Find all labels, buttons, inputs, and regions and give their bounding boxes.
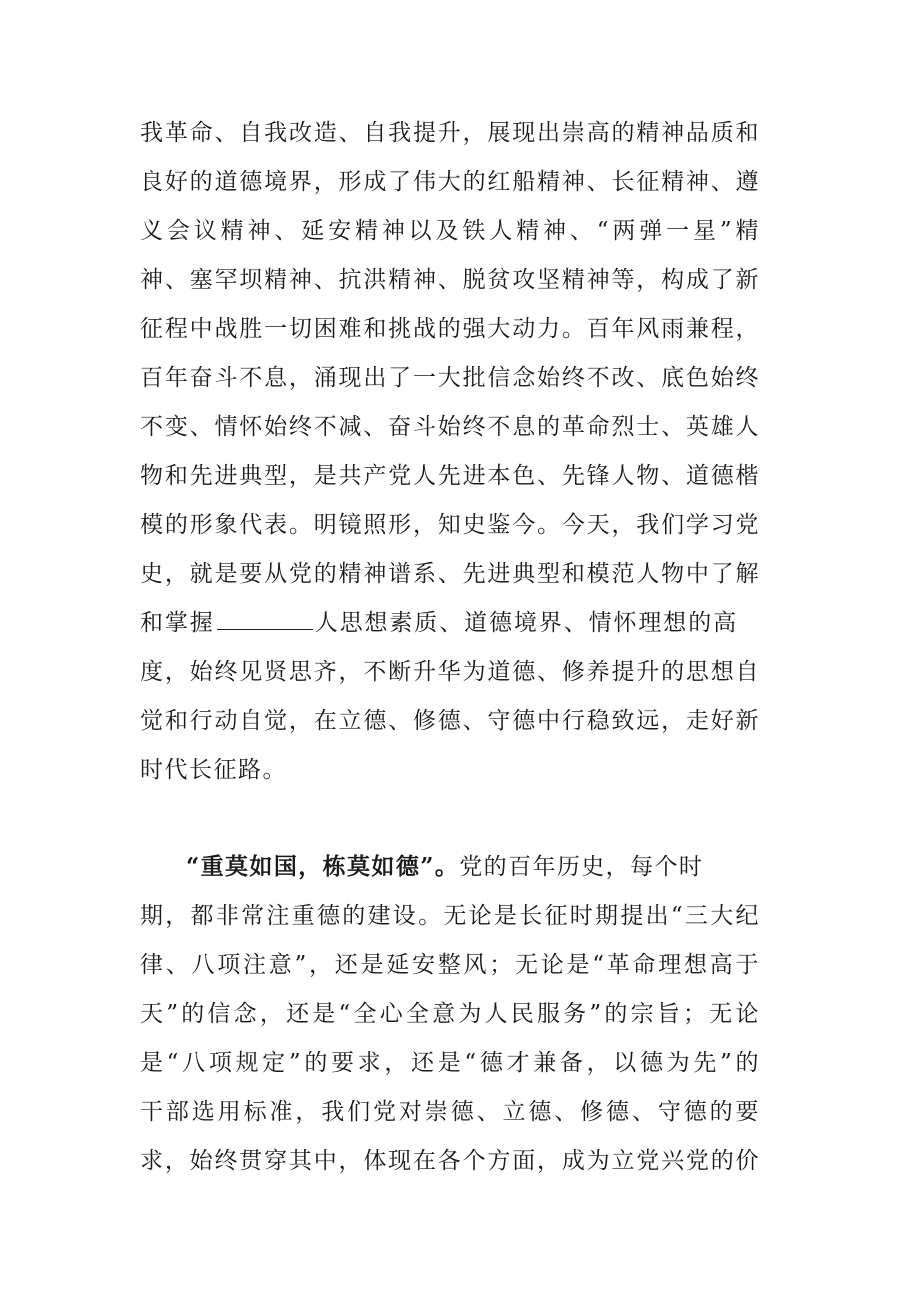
p1-line-11-fill-in-blank <box>140 603 760 643</box>
p1-line-2: 良好的道德境界，形成了伟大的红船精神、长征精神、遵 <box>140 169 760 195</box>
p1-line-10: 史，就是要从党的精神谱系、先进典型和模范人物中了解 <box>140 561 760 587</box>
p1-line-12: 度，始终见贤思齐，不断升华为道德、修养提升的思想自 <box>140 659 760 685</box>
p1-line-4: 神、塞罕坝精神、抗洪精神、脱贫攻坚精神等，构成了新 <box>140 267 760 293</box>
p1-blank-after-text: 人思想素质、道德境界、情怀理想的高 <box>314 610 739 636</box>
p1-line-3: 义会议精神、延安精神以及铁人精神、“两弹一星”精 <box>140 218 760 244</box>
p2-line-2: 期，都非常注重德的建设。无论是长征时期提出“三大纪 <box>140 903 760 929</box>
p1-line-9: 模的形象代表。明镜照形，知史鉴今。今天，我们学习党 <box>140 512 760 538</box>
fill-in-blank-underline <box>217 605 313 630</box>
p2-heading: “重莫如国，栋莫如德”。 <box>186 853 460 880</box>
p2-line-5: 是“八项规定”的要求，还是“德才兼备，以德为先”的 <box>140 1050 760 1076</box>
p1-line-1: 我革命、自我改造、自我提升，展现出崇高的精神品质和 <box>140 120 760 146</box>
p2-line-7: 求，始终贯穿其中，体现在各个方面，成为立党兴党的价 <box>140 1148 760 1174</box>
p2-line-4: 天”的信念，还是“全心全意为人民服务”的宗旨；无论 <box>140 1001 760 1027</box>
p1-line-5: 征程中战胜一切困难和挑战的强大动力。百年风雨兼程， <box>140 316 760 342</box>
p2-line-1-rest: 党的百年历史，每个时 <box>459 854 704 880</box>
p1-line-7: 不变、情怀始终不减、奋斗始终不息的革命烈士、英雄人 <box>140 414 760 440</box>
p2-line-1 <box>186 847 760 887</box>
p1-line-6: 百年奋斗不息，涌现出了一大批信念始终不改、底色始终 <box>140 365 760 391</box>
p1-blank-before-text: 和掌握 <box>140 610 215 636</box>
p2-line-6: 干部选用标准，我们党对崇德、立德、修德、守德的要 <box>140 1099 760 1125</box>
p1-line-13: 觉和行动自觉，在立德、修德、守德中行稳致远，走好新 <box>140 708 760 734</box>
p1-line-14: 时代长征路。 <box>140 757 287 783</box>
p2-line-3: 律、八项注意”，还是延安整风；无论是“革命理想高于 <box>140 952 760 978</box>
p1-line-8: 物和先进典型，是共产党人先进本色、先锋人物、道德楷 <box>140 463 760 489</box>
